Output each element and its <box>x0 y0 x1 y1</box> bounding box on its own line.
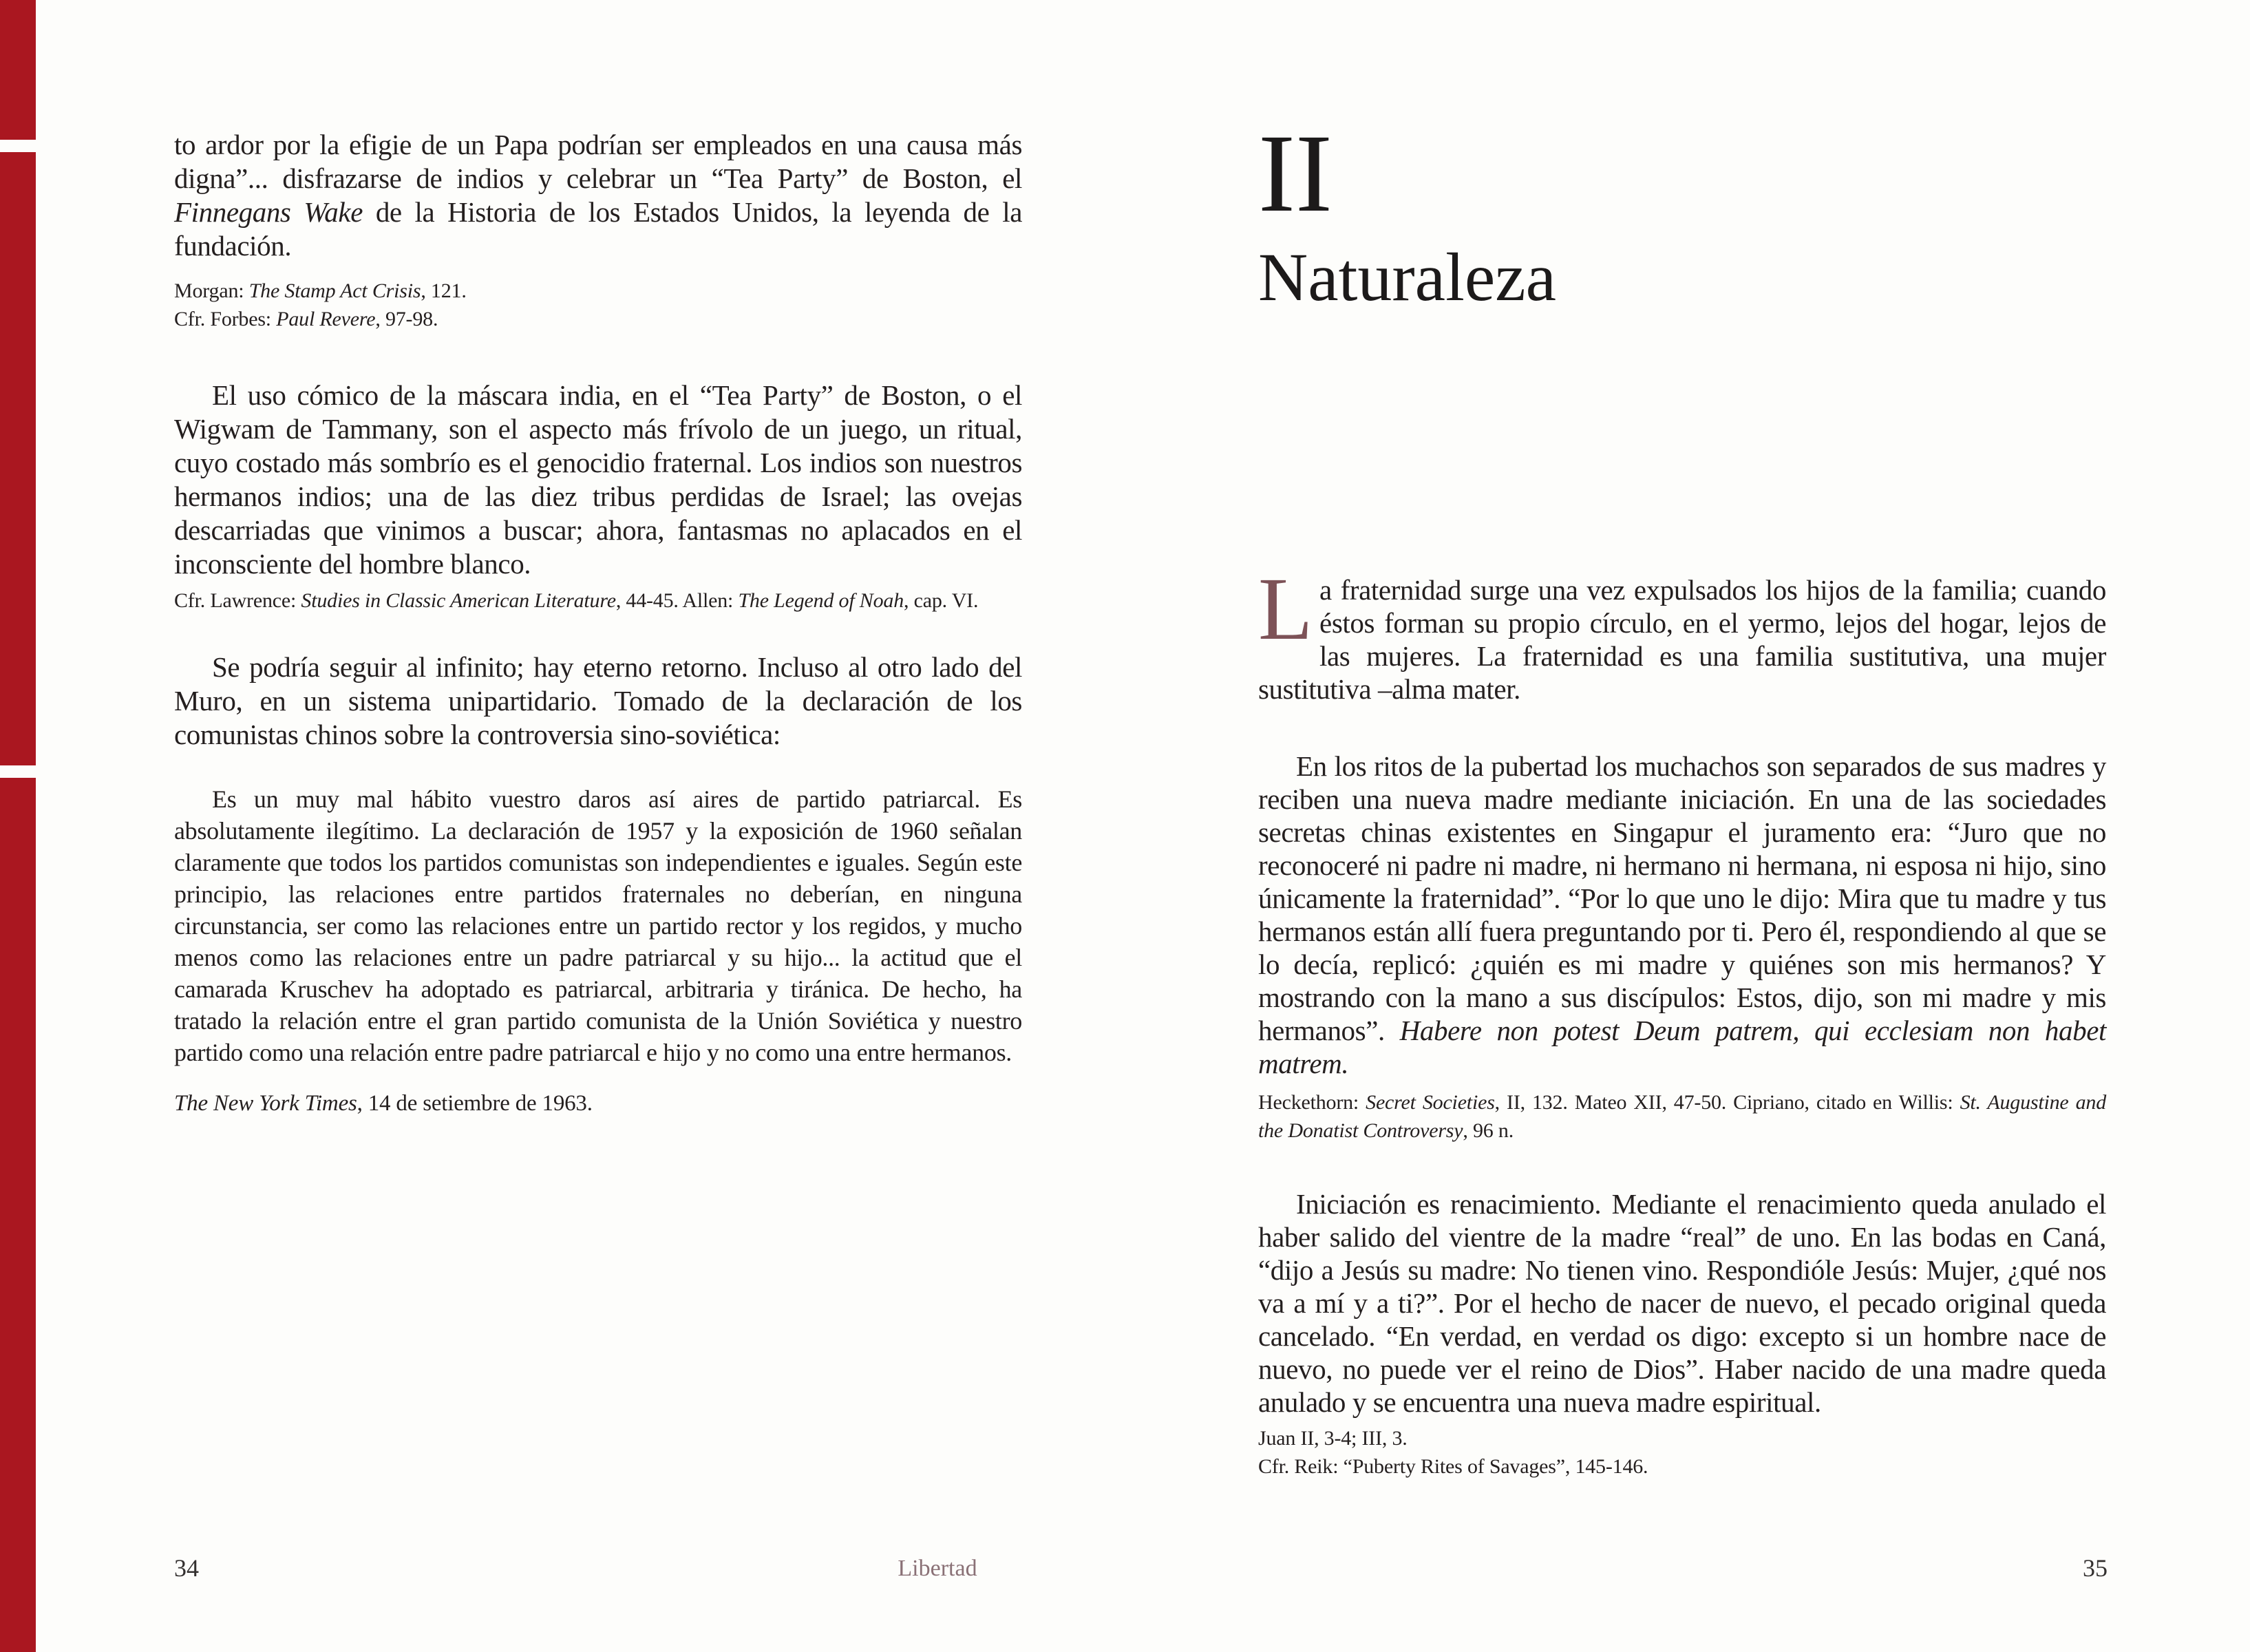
paragraph-text <box>1258 560 2106 705</box>
text-run: Heckethorn: <box>1258 1091 1366 1114</box>
text-run: Cfr. Lawrence: <box>174 589 301 612</box>
text-run: , 44-45. Allen: <box>615 589 739 612</box>
paragraph <box>174 128 1022 263</box>
italic-text-run: Habere non potest Deum patrem, qui ecclesiam non habet matrem. <box>1258 1015 2106 1079</box>
paragraph <box>1258 1187 2106 1419</box>
italic-text-run: The Legend of Noah <box>738 589 904 612</box>
paragraph <box>1258 750 2106 1080</box>
paragraph <box>1258 560 2106 706</box>
text-run: , 97-98. <box>375 308 438 330</box>
footnote <box>1258 1452 2106 1481</box>
text-run: Iniciación es renacimiento. Mediante el renacimiento queda anulado el haber salido del vientre de la madre “real” de uno. En las bodas en Caná, “dijo a Jesús su madre: No tienen vino. Respondióle Jesús: Mujer, ¿qué nos va a mí y a ti?”. Por el hecho de nacer de nuevo, el pecado original queda cancelado. “En verdad, en verdad os digo: excepto si un hombre nace de nuevo, no puede ver el reino de Dios”. Haber nacido de una madre queda anulado y se encuentra una nueva madre espiritual. <box>1258 1188 2106 1418</box>
italic-text-run: Secret Societies <box>1366 1091 1495 1114</box>
text-run: El uso cómico de la máscara india, en el “Tea Party” de Boston, o el Wigwam de Tammany, son el aspecto más frívolo de un juego, un ritual, cuyo costado más sombrío es el genocidio fraternal. Los indios son nuestros hermanos indios; una de las diez tribus perdidas de Israel; las ovejas descarriadas que vinimos a buscar; ahora, fantasmas no aplacados en el inconsciente del hombre blanco. <box>174 379 1022 580</box>
text-run: Cfr. Forbes: <box>174 308 277 330</box>
text-run: , 96 n. <box>1463 1119 1514 1142</box>
chapter-title: Naturaleza <box>1258 239 1557 315</box>
italic-text-run: Finnegans Wake <box>174 196 363 228</box>
drop-cap: L <box>1258 560 1313 659</box>
italic-text-run: Studies in Classic American Literature <box>301 589 616 612</box>
italic-text-run: St. Augustine and the Donatist Controversy <box>1258 1091 2106 1142</box>
text-run: , 121. <box>421 279 467 302</box>
paragraph <box>174 379 1022 581</box>
italic-text-run: The Stamp Act Crisis <box>248 279 421 302</box>
text-run: En los ritos de la pubertad los muchachos son separados de sus madres y reciben una nueva madre mediante iniciación. En una de las sociedades secretas chinas existentes en Singapur el juramento era: “Juro que no reconoceré ni padre ni madre, ni hermano ni hermana, ni esposa ni hijo, sino únicamente la fraternidad”. “Por lo que uno le dijo: Mira que tu madre y tus hermanos están allí fuera preguntando por ti. Pero él, respondiendo al que se lo decía, replicó: ¿quién es mi madre y quiénes son mis hermanos? Y mostrando con la mano a sus discípulos: Estos, dijo, son mi madre y mis hermanos”. <box>1258 750 2106 1046</box>
text-run: de la Historia de los Estados Unidos, la leyenda de la fundación. <box>174 196 1022 262</box>
text-run: Morgan: <box>174 279 249 302</box>
footnote <box>174 277 1022 305</box>
text-run: Se podría seguir al infinito; hay eterno retorno. Incluso al otro lado del Muro, en un sistema unipartidario. Tomado de la declaración de los comunistas chinos sobre la controversia sino-soviética: <box>174 651 1022 750</box>
footnote <box>1258 1424 2106 1452</box>
footnote <box>1258 1088 2106 1145</box>
footnote <box>174 586 1022 615</box>
text-run: a fraternidad surge una vez expulsados los hijos de la familia; cuando éstos forman su propio círculo, en el yermo, lejos del hogar, lejos de las mujeres. La fraternidad es una familia sustitutiva, una mujer sustitutiva –alma mater. <box>1258 574 2106 705</box>
book-cover-edge-strip <box>0 0 36 1652</box>
text-run: , cap. VI. <box>904 589 979 612</box>
text-run: , II, 132. Mateo XII, 47-50. Cipriano, citado en Willis: <box>1494 1091 1960 1114</box>
page-number-left: 34 <box>174 1554 199 1582</box>
right-text-column <box>1258 560 2106 1481</box>
footnote <box>174 305 1022 333</box>
text-run: Juan II, 3-4; III, 3. <box>1258 1427 1408 1450</box>
italic-text-run: The New York Times <box>174 1091 357 1116</box>
running-footer: Libertad <box>898 1556 977 1581</box>
italic-text-run: Paul Revere <box>276 308 376 330</box>
blockquote <box>174 783 1022 1068</box>
chapter-number: II <box>1258 112 1333 235</box>
paragraph <box>174 650 1022 752</box>
text-run: Es un muy mal hábito vuestro daros así aires de partido patriarcal. Es absolutamente ilegítimo. La declaración de 1957 y la exposición de 1960 señalan claramente que todos los partidos comunistas son independientes e iguales. Según este principio, las relaciones entre partidos fraternales no deberían, en ninguna circunstancia, ser como las relaciones entre un partido rector y los regidos, y mucho menos como las relaciones entre un padre patriarcal y su hijo... la actitud que el camarada Kruschev ha adoptado es patriarcal, arbitraria y tiránica. De hecho, ha tratado la relación entre el gran partido comunista de la Unión Soviética y nuestro partido como una relación entre padre patriarcal e hijo y no como una entre hermanos. <box>174 785 1022 1066</box>
quote-source <box>174 1089 1022 1118</box>
text-run: , 14 de setiembre de 1963. <box>357 1091 593 1116</box>
left-text-column <box>174 128 1022 1118</box>
text-run: to ardor por la efigie de un Papa podrían ser empleados en una causa más digna”... disfrazarse de indios y celebrar un “Tea Party” de Boston, el <box>174 129 1022 194</box>
text-run: Cfr. Reik: “Puberty Rites of Savages”, 145-146. <box>1258 1455 1648 1478</box>
page-number-right: 35 <box>2083 1554 2108 1582</box>
